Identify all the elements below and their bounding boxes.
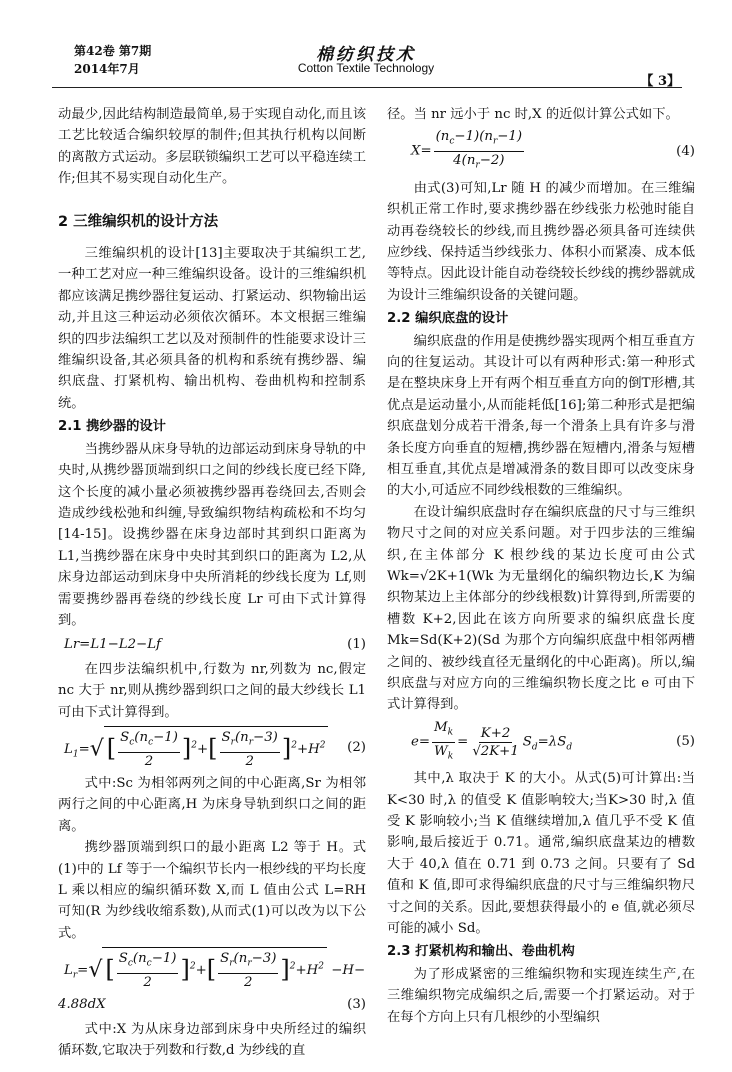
equation-body: X= $\frac{(n_c-1)(n_r-1)}{4(n_r-2)}$ [411,129,523,171]
journal-title-cn: 棉纺织技术 [316,45,416,65]
equation-body: $L_1=√$ [ $\frac{S_c(n_c-1)}{2}$ ]$^2$+[ $\frac{S_r(n_r-3)}{2}$ ]$^2+H^2$ [58,726,332,770]
paragraph: 编织底盘的作用是使携纱器实现两个相互垂直方向的往复运动。其设计可以有两种形式:第一种形式是在整块床身上开有两个相互垂直方向的倒T形槽,其优点是运动量小,从而能耗低[16];第二种形式是把编织底盘划分成若干滑条,每一个滑条上具有许多与滑条长度方向垂直的短槽,携纱器在短槽内,滑条与短槽相互垂直,其优点是增减滑条的数目即可以改变床身的大小,可适应不同纱线根数的三维编织。 [387,333,695,499]
equation-2 [58,726,366,770]
journal-volume: 第42卷 第7期 [74,44,152,58]
paragraph: 式中:Sc 为相邻两列之间的中心距离,Sr 为相邻两行之间的中心距离,H 为床身导轨到织口之间的距离。 [58,775,366,834]
equation-number: (3) [347,997,366,1013]
equation-4 [387,128,695,174]
section-heading: 2 三维编织机的设计方法 [58,213,219,230]
journal-date: 2014年7月 [74,62,140,76]
paragraph: 由式(3)可知,Lr 随 H 的减少而增加。在三维编织机正常工作时,要求携纱器在纱线张力松弛时能自动再卷绕较长的纱线,而且携纱器必须具备可连续供应纱线、保持适当纱线张力、体积小而紧凑、成本低等特点。因此设计能自动卷绕较长纱线的携纱器就成为设计三维编织设备的关键问题。 [387,180,695,303]
paragraph: 为了形成紧密的三维编织物和实现连续生产,在三维编织物完成编织之后,需要一个打紧运动。对于在每个方向上只有几根纱的小型编织 [387,966,695,1025]
subsection-heading: 2.3 打紧机构和输出、卷曲机构 [387,944,575,960]
equation-1 [58,634,366,655]
subsection-heading: 2.1 携纱器的设计 [58,419,166,435]
equation-body: e= $\frac{M_k}{W_k}$ = $\frac{K+2}{√2K+1}$ $S_d=\lambda S_d$ [411,719,573,762]
journal-title-en: Cotton Textile Technology [297,61,435,75]
left-column [58,104,366,1061]
paragraph: 动最少,因此结构制造最简单,易于实现自动化,而且该工艺比较适合编织较厚的制件;但其执行机构以间断的离散方式运动。多层联锁编织工艺可以平稳连续工作;但其不易实现自动化生产。 [58,107,366,187]
equation-3-continuation [58,994,366,1015]
equation-body: 4.88dX [58,997,106,1013]
paragraph: 当携纱器从床身导轨的边部运动到床身导轨的中央时,从携纱器顶端到织口之间的纱线长度已经下降,这个长度的减小量必须被携纱器再卷绕回去,否则会造成纱线松弛和纠缠,导致编织物结构疏松和不均匀[14-15]。设携纱器在床身边部时其到织口距离为 L1,当携纱器在床身中央时其到织口的距离为 L2,从床身边部运动到床身中央所消耗的纱线长度为 Lf,则需要携纱器再卷绕的纱线长度 Lr 可由下式计算得到。 [58,441,366,628]
paragraph: 三维编织机的设计[13]主要取决于其编织工艺,一种工艺对应一种三维编织设备。设计的三维编织机都应该满足携纱器往复运动、打紧运动、织物输出运动,并且这三种运动必须依次循环。本文根据三维编织的四步法编织工艺以及对预制件的性能要求设计三维编织设备,其必须具备的机构和系统有携纱器、编织底盘、打紧机构、输出机构、卷曲机构和控制系统。 [58,246,366,411]
equation-body: $L_r=√$ [ $\frac{S_c(n_c-1)}{2}$ ]$^2$+[ $\frac{S_r(n_r-3)}{2}$ ]$^2+H^2 -H-$ [58,947,366,991]
equation-number: (1) [347,637,366,653]
page-number: 【 3】 [640,74,680,89]
paragraph: 在四步法编织机中,行数为 nr,列数为 nc,假定 nc 大于 nr,则从携纱器到织口之间的最大纱线长 L1 可由下式计算得到。 [58,661,366,720]
equation-number: (5) [676,734,695,750]
paragraph: 径。当 nr 远小于 nc 时,X 的近似计算公式如下。 [387,107,679,122]
paragraph: 携纱器顶端到织口的最小距离 L2 等于 H。式(1)中的 Lf 等于一个编织节长内一根纱线的平均长度 L 乘以相应的编织循环数 X,而 L 值由公式 L=RH 可知(R 为纱线收缩系数),从而式(1)可以改为以下公式。 [58,840,366,941]
equation-body: Lr=L1−L2−Lf [64,637,161,653]
paragraph: 在设计编织底盘时存在编织底盘的尺寸与三维织物尺寸之间的对应关系问题。对于四步法的三维编织,在主体部分 K 根纱线的某边长度可由公式 Wk=√2K+1(Wk 为无量纲化的编织物边长,K 为编织物某边上主体部分的纱线根数)计算得到,所需要的槽数 K+2,因此在该方向所要求的编织底盘长度 Mk=Sd(K+2)(Sd 为那个方向编织底盘中相邻两槽之间的、被纱线直径无量纲化的中心距离)。所以,编织底盘与对应方向的三维编织物长度之比 e 可由下式计算得到。 [387,504,695,713]
right-column [387,104,695,1028]
subsection-heading: 2.2 编织底盘的设计 [387,311,509,327]
paragraph: 其中,λ 取决于 K 的大小。从式(5)可计算出:当K<30 时,λ 的值受 K 值影响较大;当K>30 时,λ 值受 K 影响较小;当 K 值继续增加,λ 值几乎不受 K 值影响,最后接近于 0.71。通常,编织底盘某边的槽数大于 40,λ 值在 0.71 到 0.73 之间。只要有了 Sd 值和 K 值,即可求得编织底盘的尺寸与三维编织物尺寸之间的关系。因此,要想获得最小的 e 值,就必须尽可能的减小 Sd。 [387,771,695,937]
paragraph: 式中:X 为从床身边部到床身中央所经过的编织循环数,它取决于列数和行数,d 为纱线的直 [58,1021,366,1059]
equation-number: (2) [347,740,366,756]
page-header [0,0,732,92]
equation-5 [387,719,695,765]
equation-3 [58,947,366,991]
equation-number: (4) [676,143,695,159]
header-rule [52,87,682,88]
